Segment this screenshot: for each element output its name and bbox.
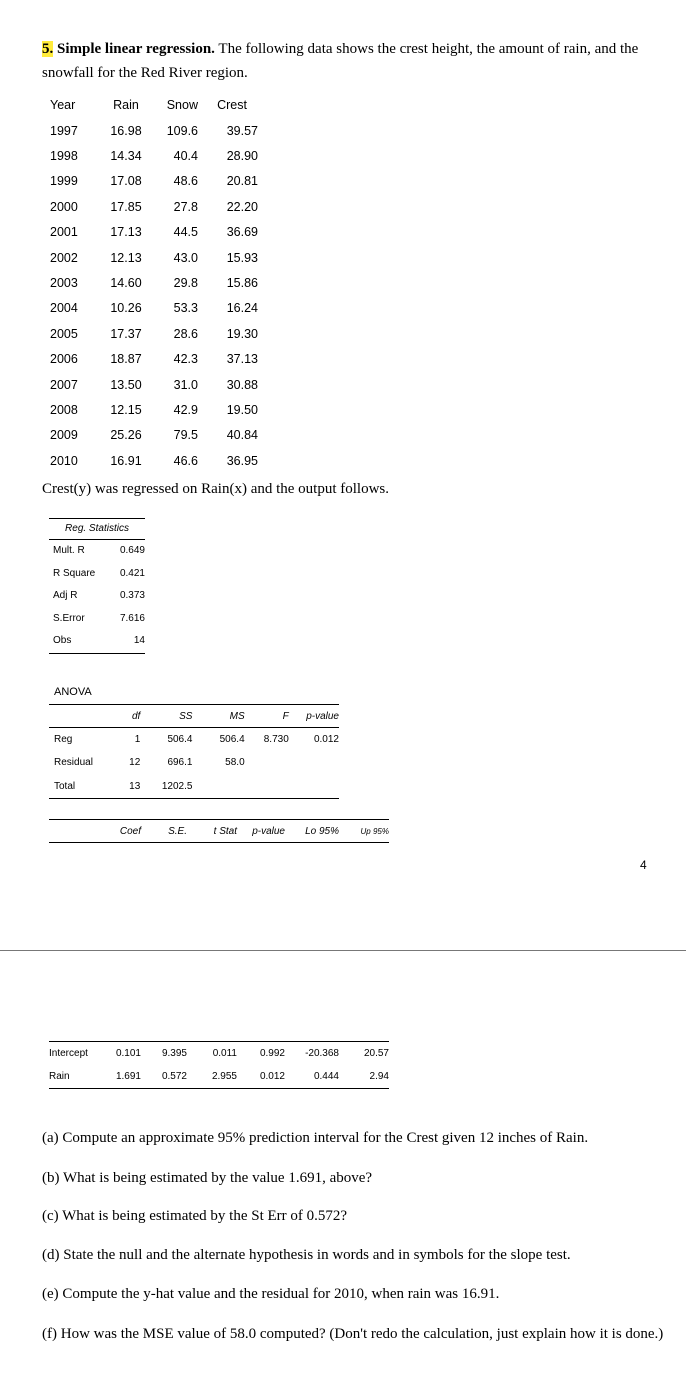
table-row — [44, 296, 258, 321]
cell-snow: 53.3 — [173, 301, 198, 316]
reg-stats-title: Reg. Statistics — [49, 518, 145, 540]
table-row — [49, 563, 145, 586]
question-e: (e) Compute the y-hat value and the residual for 2010, when rain was 16.91. — [42, 1286, 500, 1302]
cell-crest: 36.95 — [226, 453, 258, 468]
cell-year: 2009 — [50, 428, 78, 443]
question-f: (f) How was the MSE value of 58.0 computed? (Don't redo the calculation, just explain how it is done.) — [42, 1326, 664, 1342]
question-d: (d) State the null and the alternate hypothesis in words and in symbols for the slope test. — [42, 1247, 571, 1263]
cell-rain: 25.26 — [110, 428, 142, 443]
table-row — [44, 321, 258, 346]
table-row — [49, 540, 145, 563]
cell-crest: 40.84 — [226, 428, 258, 443]
stat-value: 0.421 — [119, 567, 145, 579]
cell-df: 12 — [129, 757, 141, 768]
cell-rain: 17.08 — [110, 174, 142, 189]
anova-title: ANOVA — [54, 686, 92, 698]
cell-rain: 10.26 — [110, 301, 142, 316]
cell-year: 2010 — [50, 453, 78, 468]
problem-number: 5. — [42, 41, 54, 57]
cell-year: 2002 — [50, 250, 78, 265]
cell-ss: 1202.5 — [140, 774, 192, 799]
table-row — [49, 1042, 389, 1066]
cell-rain: 14.34 — [110, 149, 142, 164]
header-year: Year — [50, 98, 76, 112]
cell-term: Rain — [49, 1065, 101, 1089]
table-row — [49, 1065, 389, 1089]
cell-year: 1997 — [50, 123, 78, 138]
table-row — [44, 397, 258, 422]
cell-f: 8.730 — [263, 734, 289, 745]
anova-table — [49, 704, 339, 799]
cell-se: 9.395 — [141, 1042, 187, 1066]
cell-snow: 43.0 — [173, 250, 198, 265]
cell-rain: 14.60 — [110, 276, 142, 291]
cell-coef: 0.101 — [101, 1042, 141, 1066]
table-row — [49, 728, 339, 752]
cell-crest: 36.69 — [226, 225, 258, 240]
header-up-95: Up 95% — [339, 820, 389, 843]
cell-up-95: 2.94 — [339, 1065, 389, 1089]
page-divider — [0, 950, 686, 951]
cell-crest: 15.86 — [226, 276, 258, 291]
stat-label: Mult. R — [53, 545, 85, 556]
header-crest: Crest — [217, 98, 247, 112]
header-source — [49, 705, 104, 728]
cell-ss: 696.1 — [167, 757, 193, 768]
table-row — [44, 423, 258, 448]
cell-year: 2005 — [50, 326, 78, 341]
cell-rain: 16.98 — [110, 123, 142, 138]
cell-rain: 17.85 — [110, 199, 142, 214]
cell-snow: 44.5 — [173, 225, 198, 240]
cell-year: 1998 — [50, 149, 78, 164]
cell-crest: 15.93 — [226, 250, 258, 265]
cell-lo-95: 0.444 — [285, 1065, 339, 1089]
problem-intro-text: The following data shows the crest height, the amount of rain, and the snowfall for the Red River region. — [42, 41, 639, 81]
cell-term: Intercept — [49, 1042, 101, 1066]
cell-snow: 48.6 — [173, 174, 198, 189]
table-row — [44, 270, 258, 295]
table-row — [49, 608, 145, 631]
coefficients-table — [49, 1041, 389, 1089]
table-row — [44, 220, 258, 245]
header-p-value: p-value — [289, 705, 339, 728]
cell-year: 2003 — [50, 276, 78, 291]
cell-p-value: 0.012 — [237, 1065, 285, 1089]
cell-up-95: 20.57 — [339, 1042, 389, 1066]
table-row — [49, 751, 339, 774]
regression-note: Crest(y) was regressed on Rain(x) and the output follows. — [42, 481, 390, 497]
problem-intro — [42, 37, 662, 85]
header-ss: SS — [140, 705, 192, 728]
cell-ss: 506.4 — [167, 734, 193, 745]
cell-p-value — [289, 774, 339, 799]
cell-crest: 30.88 — [226, 377, 258, 392]
question-c: (c) What is being estimated by the St Err of 0.572? — [42, 1208, 348, 1224]
stat-label: Adj R — [53, 590, 78, 602]
cell-year: 2007 — [50, 377, 78, 392]
cell-coef: 1.691 — [101, 1065, 141, 1089]
stat-value: 0.649 — [119, 545, 145, 556]
cell-p-value: 0.992 — [237, 1042, 285, 1066]
cell-snow: 27.8 — [173, 199, 198, 214]
cell-rain: 12.13 — [110, 250, 142, 265]
table-row — [44, 372, 258, 397]
table-row — [44, 169, 258, 194]
page-number: 4 — [640, 858, 647, 872]
header-snow: Snow — [166, 98, 198, 112]
cell-year: 2008 — [50, 402, 78, 417]
header-lo-95: Lo 95% — [285, 820, 339, 843]
cell-se: 0.572 — [141, 1065, 187, 1089]
cell-rain: 17.13 — [110, 225, 142, 240]
cell-t-stat: 2.955 — [187, 1065, 237, 1089]
cell-rain: 13.50 — [110, 377, 142, 392]
stat-value: 0.373 — [119, 590, 145, 602]
problem-title: Simple linear regression. — [57, 41, 215, 57]
stat-label: S.Error — [53, 612, 85, 624]
stat-label: R Square — [53, 567, 96, 579]
cell-ms: 506.4 — [219, 734, 245, 745]
reg-stats-table — [49, 518, 145, 654]
stat-label: Obs — [53, 635, 72, 647]
cell-crest: 22.20 — [226, 199, 258, 214]
table-row — [49, 630, 145, 654]
cell-rain: 18.87 — [110, 352, 142, 367]
cell-snow: 42.3 — [173, 352, 198, 367]
header-t-stat: t Stat — [187, 820, 237, 843]
cell-crest: 19.30 — [226, 326, 258, 341]
cell-year: 1999 — [50, 174, 78, 189]
cell-t-stat: 0.011 — [187, 1042, 237, 1066]
table-row — [44, 143, 258, 168]
question-a: (a) Compute an approximate 95% prediction interval for the Crest given 12 inches of Rain. — [42, 1130, 589, 1146]
cell-f — [245, 751, 289, 774]
table-row — [49, 585, 145, 608]
table-row — [44, 245, 258, 270]
table-row — [44, 118, 258, 143]
header-se: S.E. — [141, 820, 187, 843]
table-row — [49, 774, 339, 799]
coefficients-header — [49, 819, 389, 843]
table-row — [44, 448, 258, 473]
cell-ms — [192, 774, 244, 799]
cell-df: 13 — [104, 774, 140, 799]
header-coef: Coef — [101, 820, 141, 843]
cell-crest: 16.24 — [226, 301, 258, 316]
table-row — [44, 194, 258, 219]
cell-snow: 40.4 — [173, 149, 198, 164]
data-table-header — [44, 98, 258, 118]
question-b: (b) What is being estimated by the value 1.691, above? — [42, 1170, 373, 1186]
stat-value: 14 — [133, 635, 145, 647]
cell-lo-95: -20.368 — [285, 1042, 339, 1066]
header-ms: MS — [192, 705, 244, 728]
cell-source: Reg — [54, 734, 73, 745]
cell-year: 2004 — [50, 301, 78, 316]
cell-source: Total — [49, 774, 104, 799]
cell-snow: 109.6 — [166, 123, 198, 138]
cell-snow: 31.0 — [173, 377, 198, 392]
cell-rain: 17.37 — [110, 326, 142, 341]
cell-rain: 12.15 — [110, 402, 142, 417]
cell-crest: 20.81 — [226, 174, 258, 189]
data-table — [44, 98, 258, 473]
cell-f — [245, 774, 289, 799]
cell-snow: 79.5 — [173, 428, 198, 443]
header-term — [49, 820, 101, 843]
header-p-value: p-value — [237, 820, 285, 843]
header-rain: Rain — [113, 98, 139, 112]
table-row — [44, 347, 258, 372]
cell-year: 2001 — [50, 225, 78, 240]
anova-header — [49, 705, 339, 728]
cell-crest: 39.57 — [226, 123, 258, 138]
cell-crest: 37.13 — [226, 352, 258, 367]
cell-snow: 46.6 — [173, 453, 198, 468]
header-df: df — [104, 705, 140, 728]
cell-crest: 19.50 — [226, 402, 258, 417]
cell-rain: 16.91 — [110, 453, 142, 468]
coefficients-header-row — [49, 820, 389, 843]
cell-year: 2000 — [50, 199, 78, 214]
cell-p-value: 0.012 — [313, 734, 339, 745]
cell-year: 2006 — [50, 352, 78, 367]
cell-snow: 29.8 — [173, 276, 198, 291]
cell-ms: 58.0 — [225, 757, 245, 768]
cell-snow: 42.9 — [173, 402, 198, 417]
cell-p-value — [289, 751, 339, 774]
cell-snow: 28.6 — [173, 326, 198, 341]
cell-source: Residual — [54, 757, 93, 768]
stat-value: 7.616 — [119, 612, 145, 624]
cell-crest: 28.90 — [226, 149, 258, 164]
cell-df: 1 — [134, 734, 141, 745]
header-f: F — [245, 705, 289, 728]
